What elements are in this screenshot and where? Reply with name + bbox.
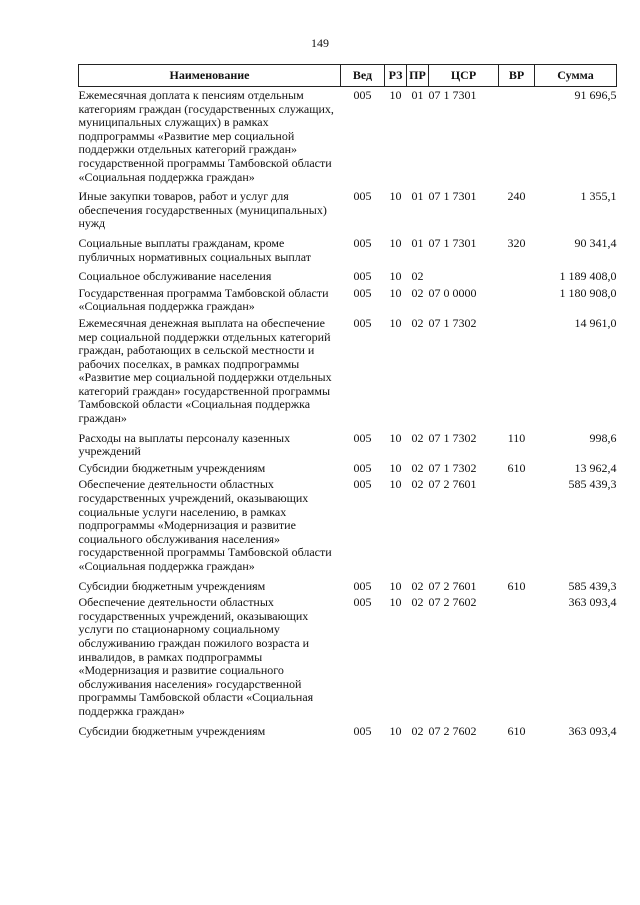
- cell-sum: 91 696,5: [574, 88, 617, 102]
- table-row: [79, 87, 617, 186]
- cell-ved: 005: [353, 723, 372, 738]
- table-row: [79, 265, 617, 285]
- header-pr: ПР: [407, 65, 429, 87]
- cell-name: Субсидии бюджетным учреждениям: [78, 723, 266, 738]
- table-row: [79, 285, 617, 315]
- cell-name: Ежемесячная денежная выплата на обеспечение мер социальной поддержки отдельных категорий граждан, работающих в сельской местности и рабочих поселках, в рамках подпрограммы «Развитие мер социальной поддержки отдельных категорий граждан» государственной программы Тамбовской области «Социальная поддержка граждан»: [78, 315, 332, 426]
- cell-ved: 005: [353, 315, 372, 330]
- cell-csr: 07 2 7601: [428, 477, 477, 492]
- cell-rz: 10: [389, 595, 402, 610]
- cell-csr: 07 1 7302: [428, 460, 477, 475]
- cell-sum: 585 439,3: [568, 578, 617, 593]
- cell-vr: 110: [507, 430, 526, 445]
- cell-sum: 998,6: [589, 430, 617, 445]
- cell-ved: 005: [353, 477, 372, 492]
- cell-pr: 02: [411, 723, 424, 738]
- header-vr: ВР: [499, 65, 535, 87]
- cell-vr: [499, 476, 535, 574]
- cell-csr: 07 1 7302: [428, 430, 477, 445]
- cell-name: Социальные выплаты гражданам, кроме публичных нормативных социальных выплат: [78, 235, 312, 264]
- cell-name: Ежемесячная доплата к пенсиям отдельным категориям граждан (государственных служащих, муниципальных служащих) в рамках подпрограммы «Развитие мер социальной поддержки отдельных категорий граждан» государственной программы Тамбовской области «Социальная поддержка граждан»: [78, 88, 334, 184]
- cell-pr: 01: [411, 235, 424, 250]
- table-row: [79, 185, 617, 232]
- cell-csr: 07 1 7301: [428, 235, 477, 250]
- cell-sum: 13 962,4: [574, 460, 617, 475]
- cell-name: Расходы на выплаты персоналу казенных учреждений: [78, 430, 291, 459]
- cell-ved: 005: [353, 285, 372, 300]
- budget-table: [78, 64, 617, 739]
- table-row: [79, 315, 617, 427]
- cell-csr: 07 1 7301: [428, 189, 477, 204]
- cell-pr: 02: [411, 460, 424, 475]
- table-row: [79, 460, 617, 477]
- table-row: [79, 720, 617, 740]
- cell-rz: 10: [389, 578, 402, 593]
- cell-pr: 02: [411, 430, 424, 445]
- cell-pr: 02: [411, 269, 424, 284]
- cell-ved: 005: [353, 430, 372, 445]
- cell-vr: 240: [507, 189, 526, 204]
- cell-ved: 005: [353, 235, 372, 250]
- header-sum: Сумма: [535, 65, 617, 87]
- header-csr: ЦСР: [429, 65, 499, 87]
- table-row: [79, 575, 617, 595]
- cell-sum: 1 180 908,0: [559, 285, 617, 300]
- cell-ved: 005: [353, 189, 372, 204]
- cell-ved: 005: [353, 595, 372, 610]
- cell-csr: 07 2 7602: [428, 595, 477, 610]
- cell-rz: 10: [389, 460, 402, 475]
- cell-name: Субсидии бюджетным учреждениям: [78, 578, 266, 593]
- cell-sum: 14 961,0: [574, 315, 617, 330]
- cell-csr: 07 1 7301: [428, 88, 477, 102]
- cell-sum: 1 355,1: [580, 189, 617, 204]
- cell-name: Социальное обслуживание населения: [78, 269, 272, 284]
- cell-csr: 07 2 7601: [428, 578, 477, 593]
- header-name: Наименование: [79, 65, 341, 87]
- cell-vr: 320: [507, 235, 526, 250]
- cell-pr: 02: [411, 578, 424, 593]
- cell-ved: 005: [353, 578, 372, 593]
- cell-rz: 10: [389, 235, 402, 250]
- cell-name: Субсидии бюджетным учреждениям: [78, 460, 266, 475]
- cell-csr: 07 1 7302: [428, 315, 477, 330]
- cell-ved: 005: [353, 88, 372, 102]
- cell-pr: 01: [411, 189, 424, 204]
- cell-sum: 363 093,4: [568, 723, 617, 738]
- cell-vr: [499, 315, 535, 427]
- cell-vr: [499, 87, 535, 186]
- table-row: [79, 594, 617, 719]
- cell-rz: 10: [389, 477, 402, 492]
- cell-sum: 1 189 408,0: [559, 269, 617, 284]
- cell-name: Обеспечение деятельности областных государственных учреждений, оказывающих социальные услуги населению, в рамках подпрограммы «Модернизация и развитие социального обслуживания населения» государственной программы Тамбовской области «Социальная поддержка граждан»: [78, 477, 332, 573]
- cell-name: Иные закупки товаров, работ и услуг для обеспечения государственных (муниципальных) нужд: [78, 189, 327, 231]
- cell-vr: 610: [507, 578, 526, 593]
- cell-pr: 02: [411, 315, 424, 330]
- cell-rz: 10: [389, 269, 402, 284]
- cell-vr: 610: [507, 723, 526, 738]
- cell-pr: 02: [411, 285, 424, 300]
- cell-pr: 02: [411, 477, 424, 492]
- cell-ved: 005: [353, 269, 372, 284]
- cell-name: Обеспечение деятельности областных государственных учреждений, оказывающих услуги по стационарному социальному обслуживанию граждан пожилого возраста и инвалидов, в рамках подпрограммы «Модернизация и развитие социального обслуживания населения» государственной программы Тамбовской области «Социальная поддержка граждан»: [78, 595, 314, 718]
- table-row: [79, 427, 617, 460]
- cell-vr: [499, 265, 535, 285]
- cell-rz: 10: [389, 285, 402, 300]
- cell-sum: 90 341,4: [574, 235, 617, 250]
- cell-sum: 363 093,4: [568, 595, 617, 610]
- cell-ved: 005: [353, 460, 372, 475]
- cell-pr: 01: [411, 88, 424, 102]
- table-row: [79, 232, 617, 265]
- header-ved: Вед: [341, 65, 385, 87]
- table-body: [79, 87, 617, 740]
- cell-vr: [499, 285, 535, 315]
- table-row: [79, 476, 617, 574]
- table-header-row: [79, 65, 617, 87]
- cell-rz: 10: [389, 315, 402, 330]
- cell-rz: 10: [389, 723, 402, 738]
- page-number: 149: [311, 36, 329, 50]
- cell-rz: 10: [389, 189, 402, 204]
- header-rz: РЗ: [385, 65, 407, 87]
- cell-csr: 07 2 7602: [428, 723, 477, 738]
- cell-rz: 10: [389, 88, 402, 102]
- cell-rz: 10: [389, 430, 402, 445]
- cell-name: Государственная программа Тамбовской области «Социальная поддержка граждан»: [78, 285, 329, 314]
- cell-vr: 610: [507, 460, 526, 475]
- cell-sum: 585 439,3: [568, 477, 617, 492]
- cell-csr: [429, 265, 499, 285]
- cell-csr: 07 0 0000: [428, 285, 477, 300]
- cell-vr: [499, 594, 535, 719]
- cell-pr: 02: [411, 595, 424, 610]
